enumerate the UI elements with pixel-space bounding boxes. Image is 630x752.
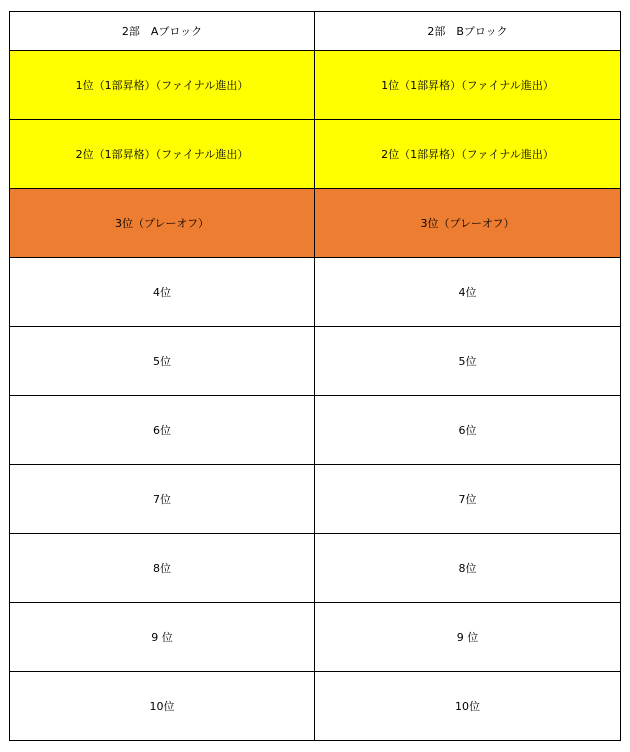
block-a-rank-9: 9 位	[10, 603, 315, 672]
block-b-rank-1: 1位（1部昇格）（ファイナル進出）	[315, 51, 621, 120]
rank-row-9	[10, 603, 621, 672]
rank-row-3	[10, 189, 621, 258]
block-a-rank-5: 5位	[10, 327, 315, 396]
rank-row-7	[10, 465, 621, 534]
block-b-rank-4: 4位	[315, 258, 621, 327]
rank-row-8	[10, 534, 621, 603]
block-b-rank-7: 7位	[315, 465, 621, 534]
block-b-header: 2部 Bブロック	[315, 12, 621, 51]
block-a-header: 2部 Aブロック	[10, 12, 315, 51]
rank-row-6	[10, 396, 621, 465]
standings-table	[9, 11, 621, 741]
rank-row-1	[10, 51, 621, 120]
block-b-rank-10: 10位	[315, 672, 621, 741]
header-row	[10, 12, 621, 51]
block-b-rank-5: 5位	[315, 327, 621, 396]
block-a-rank-10: 10位	[10, 672, 315, 741]
block-a-rank-2: 2位（1部昇格）（ファイナル進出）	[10, 120, 315, 189]
block-b-rank-3: 3位（プレーオフ）	[315, 189, 621, 258]
block-b-rank-8: 8位	[315, 534, 621, 603]
block-a-rank-4: 4位	[10, 258, 315, 327]
rank-row-4	[10, 258, 621, 327]
block-b-rank-2: 2位（1部昇格）（ファイナル進出）	[315, 120, 621, 189]
block-a-rank-1: 1位（1部昇格）（ファイナル進出）	[10, 51, 315, 120]
block-a-rank-6: 6位	[10, 396, 315, 465]
block-a-rank-3: 3位（プレーオフ）	[10, 189, 315, 258]
block-a-rank-7: 7位	[10, 465, 315, 534]
rank-row-10	[10, 672, 621, 741]
block-a-rank-8: 8位	[10, 534, 315, 603]
block-b-rank-9: 9 位	[315, 603, 621, 672]
rank-row-2	[10, 120, 621, 189]
block-b-rank-6: 6位	[315, 396, 621, 465]
rank-row-5	[10, 327, 621, 396]
